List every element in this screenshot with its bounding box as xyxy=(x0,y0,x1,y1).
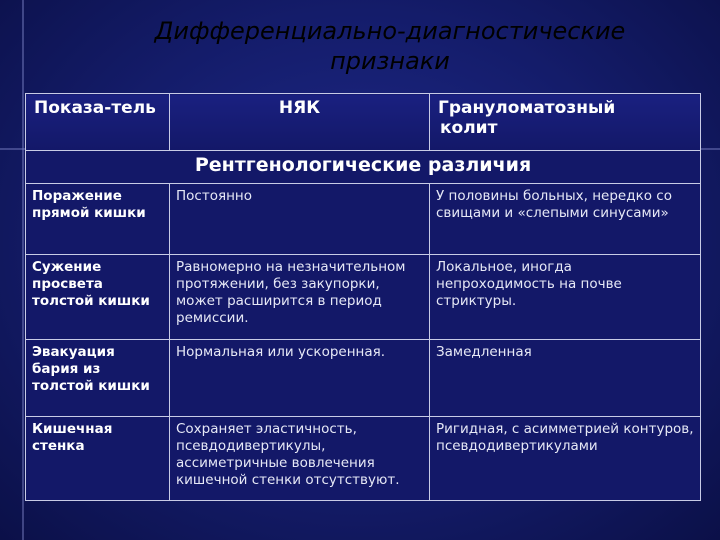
header-granulomatous-line-2: колит xyxy=(440,118,498,138)
row-gk-value: У половины больных, нередко со свищами и «слепыми синусами» xyxy=(430,184,701,255)
header-granulomatous-colitis xyxy=(430,94,701,151)
table-row xyxy=(26,184,701,255)
row-nyak-value: Сохраняет эластичность, псевдодивертикулы, ассиметричные вовлечения кишечной стенки отсутствуют. xyxy=(170,417,430,501)
row-gk-value: Локальное, иногда непроходимость на почве стриктуры. xyxy=(430,255,701,340)
row-nyak-value: Постоянно xyxy=(170,184,430,255)
header-indicator: Показа-тель xyxy=(26,94,170,151)
row-nyak-value: Нормальная или ускоренная. xyxy=(170,340,430,417)
row-nyak-value: Равномерно на незначительном протяжении, без закупорки, может расширится в период ремиссии. xyxy=(170,255,430,340)
slide-title xyxy=(0,16,720,76)
row-label: Поражение прямой кишки xyxy=(26,184,170,255)
title-line-1: Дифференциально-диагностические xyxy=(154,17,626,45)
table-row xyxy=(26,255,701,340)
table-header-row xyxy=(26,94,701,151)
header-granulomatous-line-1: Грануломатозный xyxy=(438,98,616,118)
section-row xyxy=(26,151,701,184)
table-row xyxy=(26,340,701,417)
row-label: Эвакуация бария из толстой кишки xyxy=(26,340,170,417)
row-label: Кишечная стенка xyxy=(26,417,170,501)
header-nyak: НЯК xyxy=(170,94,430,151)
row-gk-value: Замедленная xyxy=(430,340,701,417)
title-line-2: признаки xyxy=(330,47,450,75)
row-label: Сужение просвета толстой кишки xyxy=(26,255,170,340)
decorative-vertical-line xyxy=(22,0,24,540)
row-gk-value: Ригидная, с асимметрией контуров, псевдодивертикулами xyxy=(430,417,701,501)
section-title: Рентгенологические различия xyxy=(26,151,701,184)
table-row xyxy=(26,417,701,501)
comparison-table xyxy=(25,93,701,501)
